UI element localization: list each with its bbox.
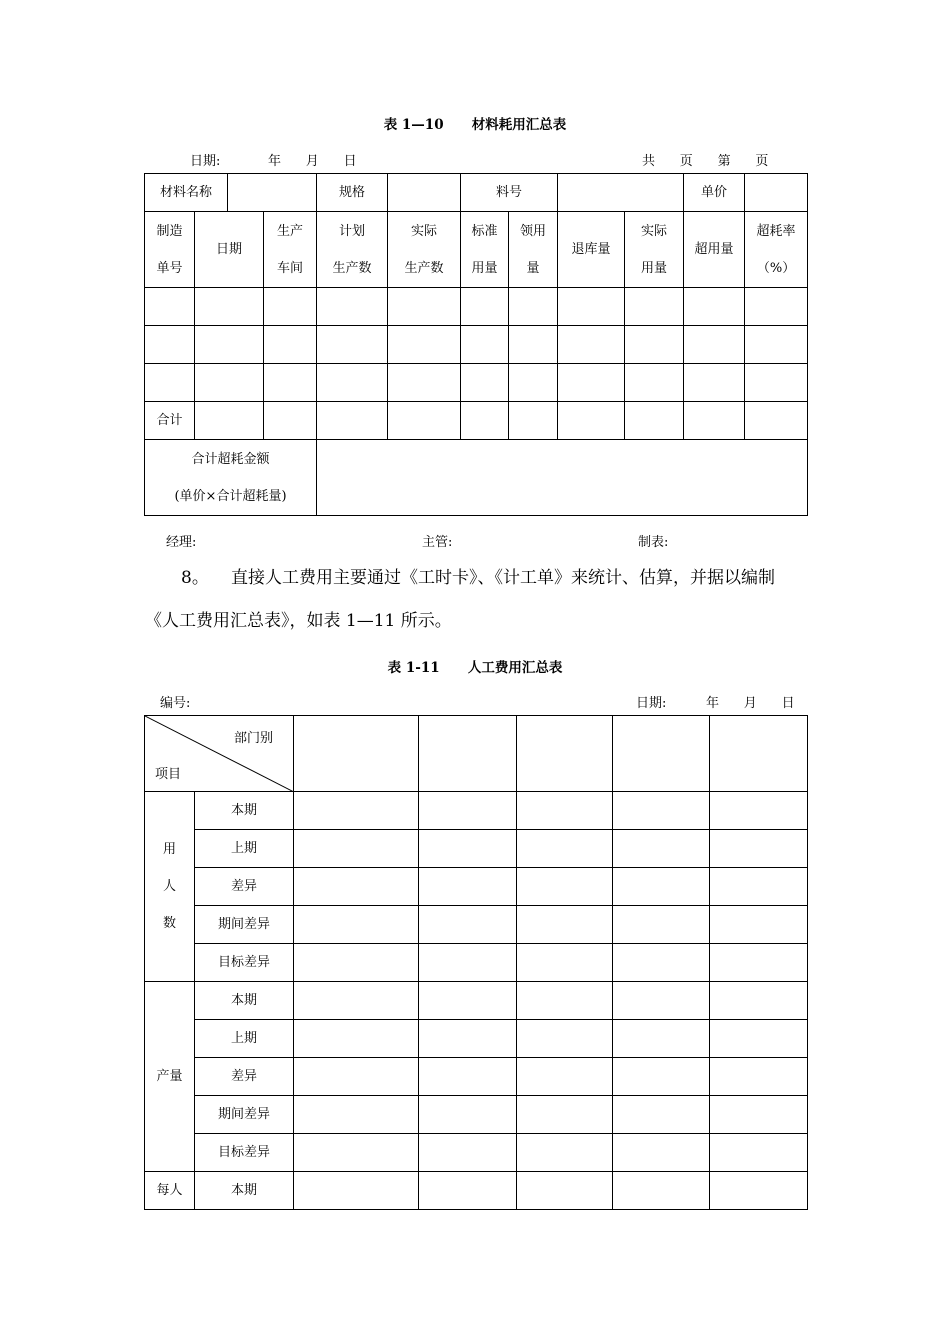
table-row <box>145 830 808 868</box>
column-header-line: 生产数 <box>332 260 372 276</box>
table-row <box>145 1134 808 1172</box>
corner-top-label: 部门别 <box>234 731 274 746</box>
total-label: 合计 <box>145 402 195 440</box>
table-cell <box>613 1058 710 1096</box>
table-cell <box>613 944 710 982</box>
table-row <box>145 792 808 830</box>
table-cell <box>613 792 710 830</box>
table-row <box>145 906 808 944</box>
table-cell <box>419 1058 517 1096</box>
table-cell <box>710 1020 808 1058</box>
row-label: 本期 <box>195 982 294 1020</box>
column-header-line: 用量 <box>471 260 498 276</box>
table-cell <box>558 402 625 440</box>
table-cell <box>517 1096 613 1134</box>
table-cell <box>317 288 388 326</box>
table-cell <box>294 906 419 944</box>
table-cell <box>294 1096 419 1134</box>
table-cell <box>195 326 264 364</box>
table-cell <box>745 288 808 326</box>
table-cell <box>745 402 808 440</box>
column-header-line: 实际 <box>641 223 668 239</box>
table-cell <box>710 830 808 868</box>
row-label: 目标差异 <box>195 944 294 982</box>
table-cell <box>294 1020 419 1058</box>
table-cell <box>317 364 388 402</box>
table-cell <box>558 288 625 326</box>
row-label: 本期 <box>195 792 294 830</box>
table-cell <box>294 1058 419 1096</box>
table-row <box>145 1172 808 1210</box>
column-header-line: 实际 <box>411 223 438 239</box>
table-cell <box>461 402 509 440</box>
spec-value <box>388 174 461 212</box>
column-header <box>461 212 509 288</box>
body-paragraph <box>145 557 807 643</box>
table-row <box>145 982 808 1020</box>
table-cell <box>625 364 684 402</box>
table-cell <box>625 288 684 326</box>
table-cell <box>419 830 517 868</box>
table-cell <box>419 1172 517 1210</box>
table-cell <box>517 830 613 868</box>
table-cell <box>625 326 684 364</box>
table-cell <box>625 402 684 440</box>
table-cell <box>145 364 195 402</box>
corner-bottom-label: 项目 <box>155 767 182 782</box>
row-label: 差异 <box>195 868 294 906</box>
row-label: 期间差异 <box>195 1096 294 1134</box>
table-cell <box>517 982 613 1020</box>
table-cell <box>195 288 264 326</box>
group-label-char: 人 <box>162 879 176 894</box>
table-row <box>145 326 808 364</box>
preparer-label: 制表: <box>638 535 669 550</box>
spec-label: 规格 <box>317 174 388 212</box>
table-cell <box>419 1134 517 1172</box>
column-header-line: （%） <box>756 260 796 276</box>
table-cell <box>613 1134 710 1172</box>
dept-cell <box>517 716 613 792</box>
table-cell <box>558 326 625 364</box>
table-cell <box>264 288 317 326</box>
table-cell <box>710 982 808 1020</box>
column-header <box>145 212 195 288</box>
column-header <box>264 212 317 288</box>
table-cell <box>294 1134 419 1172</box>
table-cell <box>294 868 419 906</box>
table-cell <box>517 1020 613 1058</box>
table-cell <box>558 364 625 402</box>
material-name-value <box>228 174 317 212</box>
table-row <box>145 364 808 402</box>
table-cell <box>461 288 509 326</box>
table-cell <box>509 364 558 402</box>
table-cell <box>710 944 808 982</box>
column-header-line: 计划 <box>339 223 366 239</box>
table-cell <box>195 364 264 402</box>
table-cell <box>419 792 517 830</box>
table-cell <box>461 326 509 364</box>
table-cell <box>517 1134 613 1172</box>
material-name-label: 材料名称 <box>145 174 228 212</box>
table-cell <box>684 364 745 402</box>
table-cell <box>684 402 745 440</box>
table-cell <box>317 326 388 364</box>
column-header-line: 生产 <box>277 223 304 239</box>
table-cell <box>613 906 710 944</box>
table-cell <box>317 402 388 440</box>
table1-title: 表 1—10 材料耗用汇总表 <box>383 117 567 133</box>
column-header-line: 用量 <box>641 260 668 276</box>
table-cell <box>710 1172 808 1210</box>
column-header <box>625 212 684 288</box>
column-header-line: 制造 <box>156 223 183 239</box>
column-header-line: 车间 <box>277 260 304 276</box>
column-header-line: 单号 <box>156 260 183 276</box>
unit-price-label: 单价 <box>684 174 745 212</box>
dept-cell <box>294 716 419 792</box>
paragraph-number: 8。 <box>181 568 209 588</box>
table-cell <box>684 326 745 364</box>
table-cell <box>294 944 419 982</box>
table-cell <box>388 326 461 364</box>
labor-cost-table <box>144 715 808 1210</box>
table-cell <box>684 288 745 326</box>
material-no-label: 料号 <box>461 174 558 212</box>
column-header <box>317 212 388 288</box>
excess-amount-line1: 合计超耗金额 <box>191 451 270 467</box>
column-header <box>195 212 264 288</box>
table-cell <box>517 906 613 944</box>
column-header-line: 量 <box>526 260 540 276</box>
column-header-line: 标准 <box>471 223 498 239</box>
dept-cell <box>419 716 517 792</box>
table-cell <box>388 288 461 326</box>
table-cell <box>613 1096 710 1134</box>
table-row <box>145 288 808 326</box>
table1-page-info: 共 页 第 页 <box>642 154 769 169</box>
table-cell <box>195 402 264 440</box>
table-cell <box>509 402 558 440</box>
table-cell <box>517 1058 613 1096</box>
table-cell <box>613 830 710 868</box>
table-cell <box>509 326 558 364</box>
group-label <box>145 792 195 982</box>
table2-date-fields: 年 月 日 <box>706 696 795 711</box>
dept-cell <box>710 716 808 792</box>
total-row <box>145 402 808 440</box>
table-cell <box>745 326 808 364</box>
column-header-line: 超用量 <box>694 242 734 257</box>
group-label <box>145 982 195 1172</box>
unit-price-value <box>745 174 808 212</box>
table-cell <box>264 402 317 440</box>
table-cell <box>613 982 710 1020</box>
column-header-line: 生产数 <box>404 260 444 276</box>
table-cell <box>517 944 613 982</box>
table2-number-label: 编号: <box>160 696 191 711</box>
dept-cell <box>613 716 710 792</box>
table-cell <box>710 1096 808 1134</box>
column-header <box>509 212 558 288</box>
table-cell <box>294 830 419 868</box>
table-cell <box>509 288 558 326</box>
table-cell <box>613 868 710 906</box>
column-header <box>558 212 625 288</box>
table-cell <box>419 944 517 982</box>
row-label: 期间差异 <box>195 906 294 944</box>
column-header-line: 退库量 <box>571 242 611 257</box>
row-label: 上期 <box>195 1020 294 1058</box>
column-header-line: 日期 <box>216 242 243 257</box>
excess-amount-value <box>317 440 808 516</box>
table-cell <box>710 906 808 944</box>
group-label-char: 产量 <box>156 1069 183 1084</box>
table-cell <box>419 1020 517 1058</box>
material-usage-table <box>144 173 808 516</box>
table-cell <box>419 868 517 906</box>
column-header <box>745 212 808 288</box>
table-cell <box>419 906 517 944</box>
table-row <box>145 944 808 982</box>
table-cell <box>388 364 461 402</box>
table-cell <box>264 364 317 402</box>
table-row <box>145 1058 808 1096</box>
group-label-char: 数 <box>162 916 176 931</box>
table-cell <box>745 364 808 402</box>
group-label-char: 每人 <box>156 1183 183 1198</box>
column-header <box>684 212 745 288</box>
row-label: 本期 <box>195 1172 294 1210</box>
table2-title: 表 1-11 人工费用汇总表 <box>387 660 563 676</box>
table-cell <box>264 326 317 364</box>
table-cell <box>388 402 461 440</box>
table-cell <box>517 868 613 906</box>
column-header <box>388 212 461 288</box>
table-cell <box>517 1172 613 1210</box>
group-label <box>145 1172 195 1210</box>
paragraph-text: 直接人工费用主要通过《工时卡》、《计工单》来统计、估算，并据以编制《人工费用汇总表》，如表 1—11 所示。 <box>145 568 775 631</box>
excess-amount-label <box>145 440 317 516</box>
table-cell <box>461 364 509 402</box>
group-label-char: 用 <box>162 842 176 857</box>
corner-header-cell <box>145 716 294 792</box>
excess-amount-line2: (单价×合计超耗量) <box>174 488 287 504</box>
table-cell <box>294 982 419 1020</box>
table-cell <box>710 792 808 830</box>
material-no-value <box>558 174 684 212</box>
row-label: 上期 <box>195 830 294 868</box>
table-cell <box>145 326 195 364</box>
table-cell <box>710 1134 808 1172</box>
manager-label: 经理: <box>166 535 197 550</box>
table-row <box>145 1096 808 1134</box>
table-cell <box>710 868 808 906</box>
column-header-line: 领用 <box>520 223 547 239</box>
table-row <box>145 868 808 906</box>
table-cell <box>517 792 613 830</box>
row-label: 差异 <box>195 1058 294 1096</box>
row-label: 目标差异 <box>195 1134 294 1172</box>
table1-date-label: 日期: <box>190 154 221 169</box>
table-cell <box>710 1058 808 1096</box>
table-cell <box>294 1172 419 1210</box>
table-cell <box>613 1172 710 1210</box>
supervisor-label: 主管: <box>422 535 453 550</box>
table1-date-fields: 年 月 日 <box>268 154 357 169</box>
column-header-line: 超耗率 <box>756 223 796 239</box>
table-cell <box>419 982 517 1020</box>
table-row <box>145 1020 808 1058</box>
table-cell <box>419 1096 517 1134</box>
table-cell <box>613 1020 710 1058</box>
table-cell <box>145 288 195 326</box>
table2-date-label: 日期: <box>636 696 667 711</box>
table-cell <box>294 792 419 830</box>
